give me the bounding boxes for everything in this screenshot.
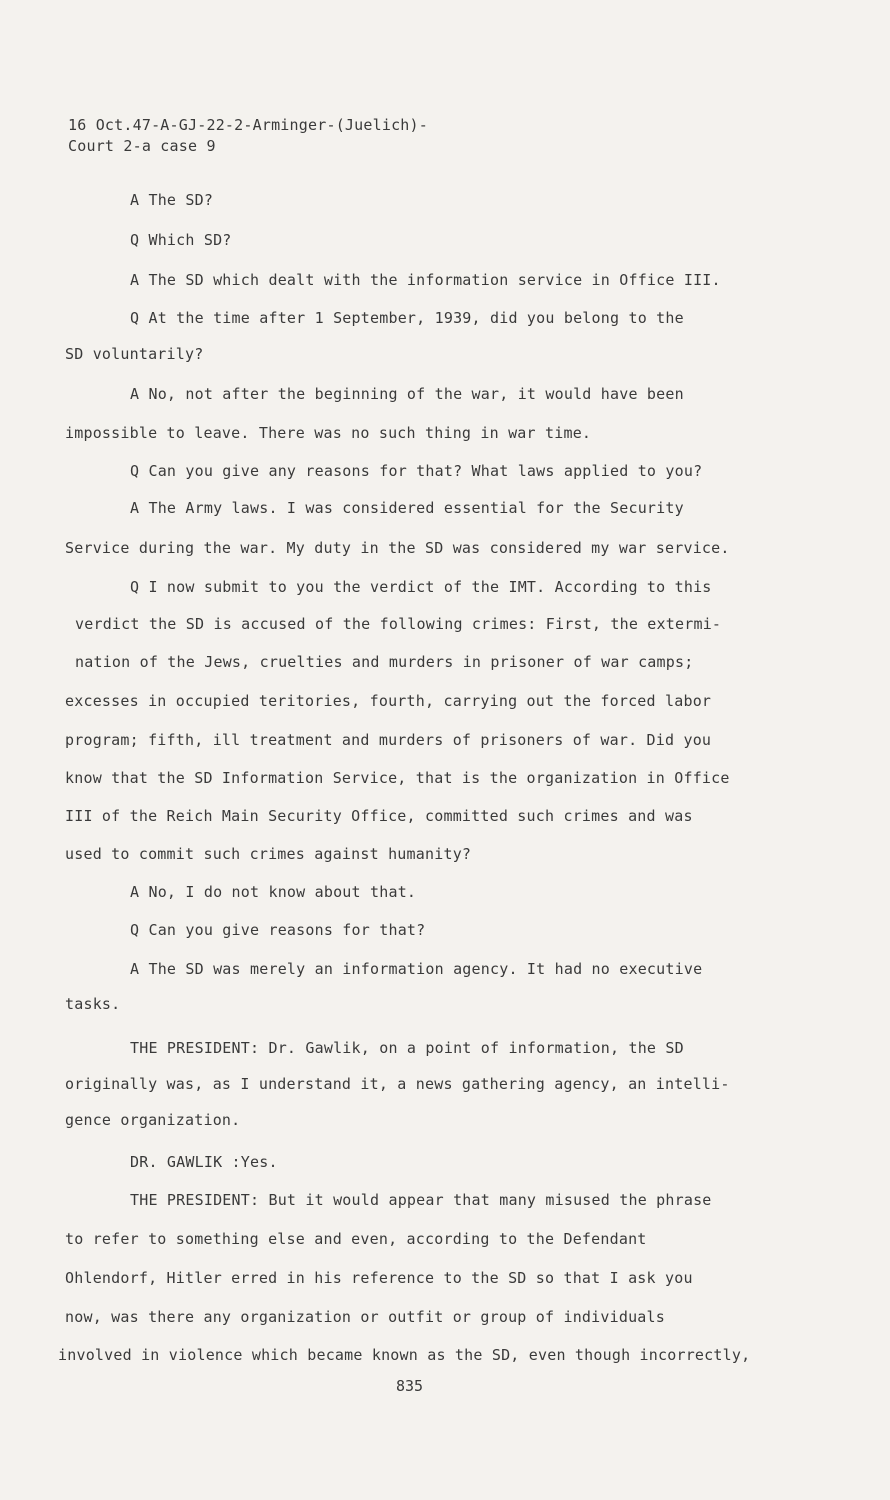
- transcript-line: used to commit such crimes against humanity?: [65, 845, 472, 863]
- transcript-line: Service during the war. My duty in the SD was considered my war service.: [65, 539, 730, 557]
- header-line-1: 16 Oct.47-A-GJ-22-2-Arminger-(Juelich)-: [68, 116, 428, 134]
- transcript-line: Q At the time after 1 September, 1939, did you belong to the: [130, 309, 684, 327]
- transcript-line: involved in violence which became known as the SD, even though incorrectly,: [58, 1346, 751, 1364]
- transcript-line: impossible to leave. There was no such thing in war time.: [65, 424, 592, 442]
- transcript-line: excesses in occupied teritories, fourth, carrying out the forced labor: [65, 692, 712, 710]
- transcript-line: III of the Reich Main Security Office, committed such crimes and was: [65, 807, 693, 825]
- transcript-line: nation of the Jews, cruelties and murders in prisoner of war camps;: [75, 653, 694, 671]
- transcript-line: THE PRESIDENT: Dr. Gawlik, on a point of information, the SD: [130, 1039, 684, 1057]
- transcript-line: to refer to something else and even, according to the Defendant: [65, 1230, 647, 1248]
- transcript-line: A The SD was merely an information agency. It had no executive: [130, 960, 703, 978]
- transcript-line: Q Which SD?: [130, 231, 232, 249]
- transcript-line: A No, not after the beginning of the war, it would have been: [130, 385, 684, 403]
- transcript-line: THE PRESIDENT: But it would appear that many misused the phrase: [130, 1191, 712, 1209]
- transcript-line: program; fifth, ill treatment and murders of prisoners of war. Did you: [65, 731, 712, 749]
- transcript-line: tasks.: [65, 995, 121, 1013]
- transcript-line: now, was there any organization or outfit or group of individuals: [65, 1308, 665, 1326]
- transcript-line: SD voluntarily?: [65, 345, 204, 363]
- transcript-line: originally was, as I understand it, a news gathering agency, an intelli-: [65, 1075, 730, 1093]
- transcript-line: Q Can you give reasons for that?: [130, 921, 426, 939]
- transcript-line: Q Can you give any reasons for that? What laws applied to you?: [130, 462, 703, 480]
- transcript-line: know that the SD Information Service, that is the organization in Office: [65, 769, 730, 787]
- transcript-line: DR. GAWLIK :Yes.: [130, 1153, 278, 1171]
- page-number: 835: [396, 1377, 424, 1395]
- transcript-line: A The Army laws. I was considered essential for the Security: [130, 499, 684, 517]
- transcript-line: Q I now submit to you the verdict of the IMT. According to this: [130, 578, 712, 596]
- transcript-line: Ohlendorf, Hitler erred in his reference to the SD so that I ask you: [65, 1269, 693, 1287]
- transcript-line: verdict the SD is accused of the following crimes: First, the extermi-: [75, 615, 722, 633]
- transcript-line: A The SD which dealt with the information service in Office III.: [130, 271, 721, 289]
- transcript-line: A The SD?: [130, 191, 214, 209]
- transcript-line: gence organization.: [65, 1111, 241, 1129]
- transcript-line: A No, I do not know about that.: [130, 883, 417, 901]
- header-line-2: Court 2-a case 9: [68, 137, 216, 155]
